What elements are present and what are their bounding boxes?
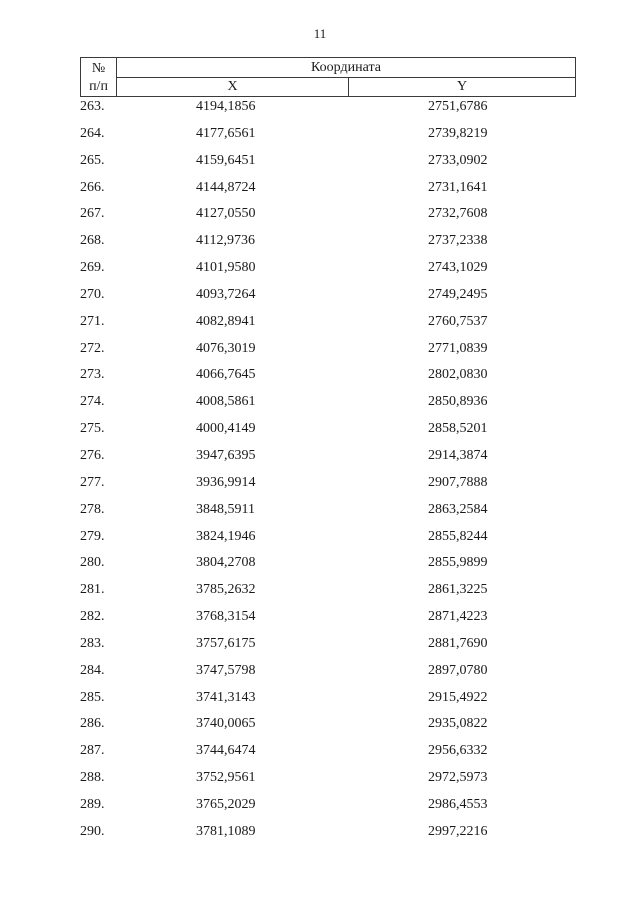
table-row [0, 97, 640, 124]
row-x-value: 3824,1946 [196, 528, 256, 544]
header-x: X [117, 78, 349, 96]
row-x-value: 3765,2029 [196, 796, 256, 812]
table-row [0, 553, 640, 580]
row-x-value: 4177,6561 [196, 125, 256, 141]
table-row [0, 392, 640, 419]
coordinates-table-body [0, 97, 640, 849]
row-y-value: 2972,5973 [428, 770, 488, 786]
table-row [0, 661, 640, 688]
header-number-sign: № [91, 61, 106, 76]
row-number: 283. [80, 635, 105, 651]
row-y-value: 2749,2495 [428, 286, 488, 302]
table-row [0, 634, 640, 661]
row-x-value: 3744,6474 [196, 743, 256, 759]
row-y-value: 2897,0780 [428, 662, 488, 678]
row-y-value: 2739,8219 [428, 125, 488, 141]
row-y-value: 2986,4553 [428, 796, 488, 812]
row-x-value: 3947,6395 [196, 447, 256, 463]
row-number: 288. [80, 770, 105, 786]
table-row [0, 795, 640, 822]
row-x-value: 3768,3154 [196, 609, 256, 625]
row-y-value: 2771,0839 [428, 340, 488, 356]
row-number: 287. [80, 743, 105, 759]
table-row [0, 365, 640, 392]
row-x-value: 4101,9580 [196, 260, 256, 276]
row-y-value: 2802,0830 [428, 367, 488, 383]
header-y: Y [456, 79, 468, 94]
row-number: 274. [80, 394, 105, 410]
row-number: 284. [80, 662, 105, 678]
table-row [0, 527, 640, 554]
row-y-value: 2935,0822 [428, 716, 488, 732]
table-row [0, 446, 640, 473]
table-row [0, 822, 640, 849]
table-header [80, 57, 576, 97]
table-row [0, 178, 640, 205]
row-x-value: 3848,5911 [196, 501, 255, 517]
row-number: 276. [80, 447, 105, 463]
row-y-value: 2861,3225 [428, 582, 488, 598]
row-y-value: 2743,1029 [428, 260, 488, 276]
row-y-value: 2855,8244 [428, 528, 488, 544]
row-y-value: 2733,0902 [428, 152, 488, 168]
table-row [0, 285, 640, 312]
row-x-value: 3757,6175 [196, 635, 256, 651]
row-y-value: 2751,6786 [428, 99, 488, 114]
row-x-value: 4112,9736 [196, 233, 255, 249]
row-x-value: 4093,7264 [196, 286, 256, 302]
row-y-value: 2871,4223 [428, 609, 488, 625]
row-y-value: 2855,9899 [428, 555, 488, 571]
row-number: 273. [80, 367, 105, 383]
table-row [0, 204, 640, 231]
row-number: 269. [80, 260, 105, 276]
row-x-value: 3741,3143 [196, 689, 256, 705]
row-number: 281. [80, 582, 105, 598]
row-y-value: 2732,7608 [428, 206, 488, 222]
row-y-value: 2997,2216 [428, 823, 488, 839]
table-row [0, 688, 640, 715]
table-row [0, 714, 640, 741]
table-row [0, 741, 640, 768]
row-number: 277. [80, 474, 105, 490]
header-coordinate: Координата [117, 58, 575, 78]
row-y-value: 2907,7888 [428, 474, 488, 490]
table-row [0, 258, 640, 285]
header-number-abbrev: п/п [89, 79, 108, 94]
table-row [0, 312, 640, 339]
row-number: 266. [80, 179, 105, 195]
row-number: 268. [80, 233, 105, 249]
row-x-value: 3740,0065 [196, 716, 256, 732]
row-x-value: 4127,0550 [196, 206, 256, 222]
row-number: 280. [80, 555, 105, 571]
row-x-value: 3804,2708 [196, 555, 256, 571]
row-number: 286. [80, 716, 105, 732]
row-x-value: 4194,1856 [196, 99, 256, 114]
row-number: 270. [80, 286, 105, 302]
row-y-value: 2858,5201 [428, 421, 488, 437]
row-x-value: 4082,8941 [196, 313, 256, 329]
row-y-value: 2737,2338 [428, 233, 488, 249]
page-number: 11 [313, 26, 327, 41]
row-x-value: 4076,3019 [196, 340, 256, 356]
row-y-value: 2760,7537 [428, 313, 488, 329]
row-y-value: 2863,2584 [428, 501, 488, 517]
row-number: 267. [80, 206, 105, 222]
table-row [0, 231, 640, 258]
header-number-column [81, 58, 117, 96]
row-number: 279. [80, 528, 105, 544]
row-y-value: 2956,6332 [428, 743, 488, 759]
row-number: 265. [80, 152, 105, 168]
row-y-value: 2881,7690 [428, 635, 488, 651]
row-number: 263. [80, 99, 105, 114]
table-row [0, 339, 640, 366]
table-row [0, 419, 640, 446]
row-number: 264. [80, 125, 105, 141]
row-x-value: 3781,1089 [196, 823, 256, 839]
row-number: 290. [80, 823, 105, 839]
row-x-value: 4066,7645 [196, 367, 256, 383]
row-y-value: 2915,4922 [428, 689, 488, 705]
row-y-value: 2731,1641 [428, 179, 488, 195]
table-row [0, 580, 640, 607]
row-x-value: 4000,4149 [196, 421, 256, 437]
row-number: 289. [80, 796, 105, 812]
row-number: 278. [80, 501, 105, 517]
row-x-value: 4008,5861 [196, 394, 256, 410]
table-row [0, 151, 640, 178]
row-x-value: 4159,6451 [196, 152, 256, 168]
table-row [0, 124, 640, 151]
row-x-value: 3936,9914 [196, 474, 256, 490]
row-x-value: 3752,9561 [196, 770, 256, 786]
row-y-value: 2914,3874 [428, 447, 488, 463]
table-row [0, 473, 640, 500]
table-row [0, 768, 640, 795]
row-y-value: 2850,8936 [428, 394, 488, 410]
row-x-value: 4144,8724 [196, 179, 256, 195]
table-row [0, 500, 640, 527]
row-x-value: 3785,2632 [196, 582, 256, 598]
row-number: 275. [80, 421, 105, 437]
row-number: 272. [80, 340, 105, 356]
row-number: 282. [80, 609, 105, 625]
table-row [0, 607, 640, 634]
row-number: 271. [80, 313, 105, 329]
row-number: 285. [80, 689, 105, 705]
row-x-value: 3747,5798 [196, 662, 256, 678]
